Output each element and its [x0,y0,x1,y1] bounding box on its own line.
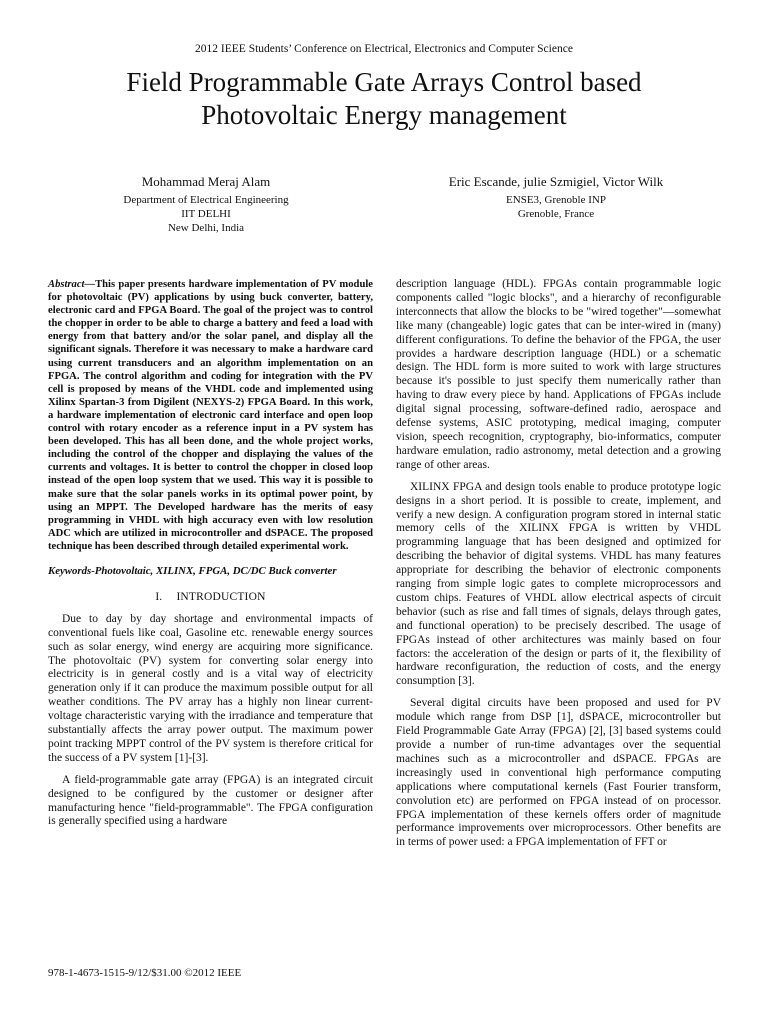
paragraph: XILINX FPGA and design tools enable to produce prototype logic designs in a short period. It is possible to create, implement, and verify a new design. A configuration program stored in internal static memory cells of the XILINX FPGA is written by VHDL programming language that has been designed and optimized for describing the behavior of digital systems. VHDL has many features appropriate for describing the behavior of electronic components ranging from simple logic gates to complete microprocessors and custom chips. Features of VHDL allow electrical aspects of circuit behavior (such as rise and fall times of signals, delays through gates, and functional operation) to be precisely described. The usage of FPGAs instead of other architectures was mainly based on four factors: the acceleration of the design or parts of it, the flexibility of hardware reconfiguration, the reduction of costs, and the energy consumption [3]. [396,480,721,688]
section-title-rest: NTRODUCTION [180,590,266,603]
author-dept-left: Department of Electrical Engineering [123,194,289,206]
copyright-footer: 978-1-4673-1515-9/12/$31.00 ©2012 IEEE [48,967,242,979]
keywords: Keywords-Photovoltaic, XILINX, FPGA, DC/DC Buck converter [48,564,337,577]
conference-header: 2012 IEEE Students’ Conference on Electrical, Electronics and Computer Science [195,43,573,55]
section-heading-introduction [48,591,373,605]
author-institute-left: IIT DELHI [181,208,231,220]
author-block-right [400,173,712,221]
left-column [48,278,373,837]
author-dept-right: ENSE3, Grenoble INP [506,194,606,206]
paragraph: Due to day by day shortage and environmental impacts of conventional fuels like coal, Gasoline etc. renewable energy sources such as solar energy, wind energy are acquiring more significance. The photovoltaic (PV) system for converting solar energy into electricity is in general costly and is a vital way of electricity generation only if it can produce the maximum possible output for all weather conditions. The PV array has a highly non linear current-voltage characteristic varying with the irradiance and temperature that substantially affects the array power output. The maximum power point tracking MPPT control of the PV system is therefore critical for the success of a PV system [1]-[3]. [48,612,373,764]
paragraph: description language (HDL). FPGAs contain programmable logic components called "logic blocks", and a hierarchy of reconfigurable interconnects that allow the blocks to be "wired together"—somewhat like many (changeable) logic gates that can be inter-wired in (many) different configurations. To define the behavior of the FPGA, the user provides a hardware description language (HDL) or a schematic design. The HDL form is more suited to work with large structures because it's possible to just specify them numerically rather than having to draw every piece by hand. Applications of FPGAs include digital signal processing, software-defined radio, aerospace and defense systems, ASIC prototyping, medical imaging, computer vision, speech recognition, cryptography, bio-informatics, computer hardware emulation, radio astronomy, metal detection and a growing range of other areas. [396,278,721,471]
paragraph: Several digital circuits have been proposed and used for PV module which range from DSP [1], dSPACE, microcontroller but Field Programmable Gate Array (FPGA) [2], [3] based systems could provide a number of run-time advantages over the sequential machines such as a microcontroller and dSPACE. FPGAs are increasingly used in conventional high performance computing applications where computational kernels (Fast Fourier transform, convolution etc) are performed on FPGA instead of on processor. FPGA implementation of these kernels offers order of magnitude performance improvements over microprocessors. Other benefits are in terms of power used: a FPGA implementation of FFT or [396,697,721,849]
paper-title-line-1: Field Programmable Gate Arrays Control based [126,67,642,97]
abstract [48,278,373,553]
abstract-dash: — [84,279,96,290]
right-column [396,278,721,858]
author-location-left: New Delhi, India [167,222,245,234]
author-name-left: Mohammad Meraj Alam [141,174,271,189]
abstract-lead: Abstract [48,279,85,290]
paper-title-line-2: Photovoltaic Energy management [201,100,567,130]
author-location-right: Grenoble, France [517,208,595,220]
author-block-left [50,173,362,235]
section-title-initial: I [176,590,181,603]
abstract-text: This paper presents hardware implementation of PV module for photovoltaic (PV) applications by using buck converter, battery, electronic card and FPGA Board. The goal of the project was to control the chopper in order to be able to charge a battery and feed a load with energy from that battery and/or the solar panel, and display all the significant signals. Therefore it was necessary to make a hardware card using current transducers and an algorithm implementation on an FPGA. The control algorithm and coding for integration with the PV cell is proposed by means of the VHDL code and implemented using Xilinx Spartan-3 from Digilent (NEXYS-2) FPGA Board. In this work, a hardware implementation of electronic card interface and open loop control with rotary encoder as a reference input in a PV system has been developed. This has all been done, and the whole project works, including the control of the chopper and displaying the values of the currents and voltages. It is better to control the chopper in closed loop instead of the open loop system that we used. This way it is possible to make sure that the solar panels works in its optimal power point, by using an MPPT. The Developed hardware has the merits of easy programming in VHDL with high accuracy even with low resolution ADC which are utilized in microcontroller and dSPACE. The proposed technique has been described through detailed experimental work. [48,279,373,552]
author-name-right: Eric Escande, julie Szmigiel, Victor Wilk [448,174,664,189]
paragraph: A field-programmable gate array (FPGA) is an integrated circuit designed to be configured by the customer or designer after manufacturing hence "field-programmable". The FPGA configuration is generally specified using a hardware [48,773,373,828]
section-number: I. [155,590,163,603]
paper-title [40,66,728,132]
